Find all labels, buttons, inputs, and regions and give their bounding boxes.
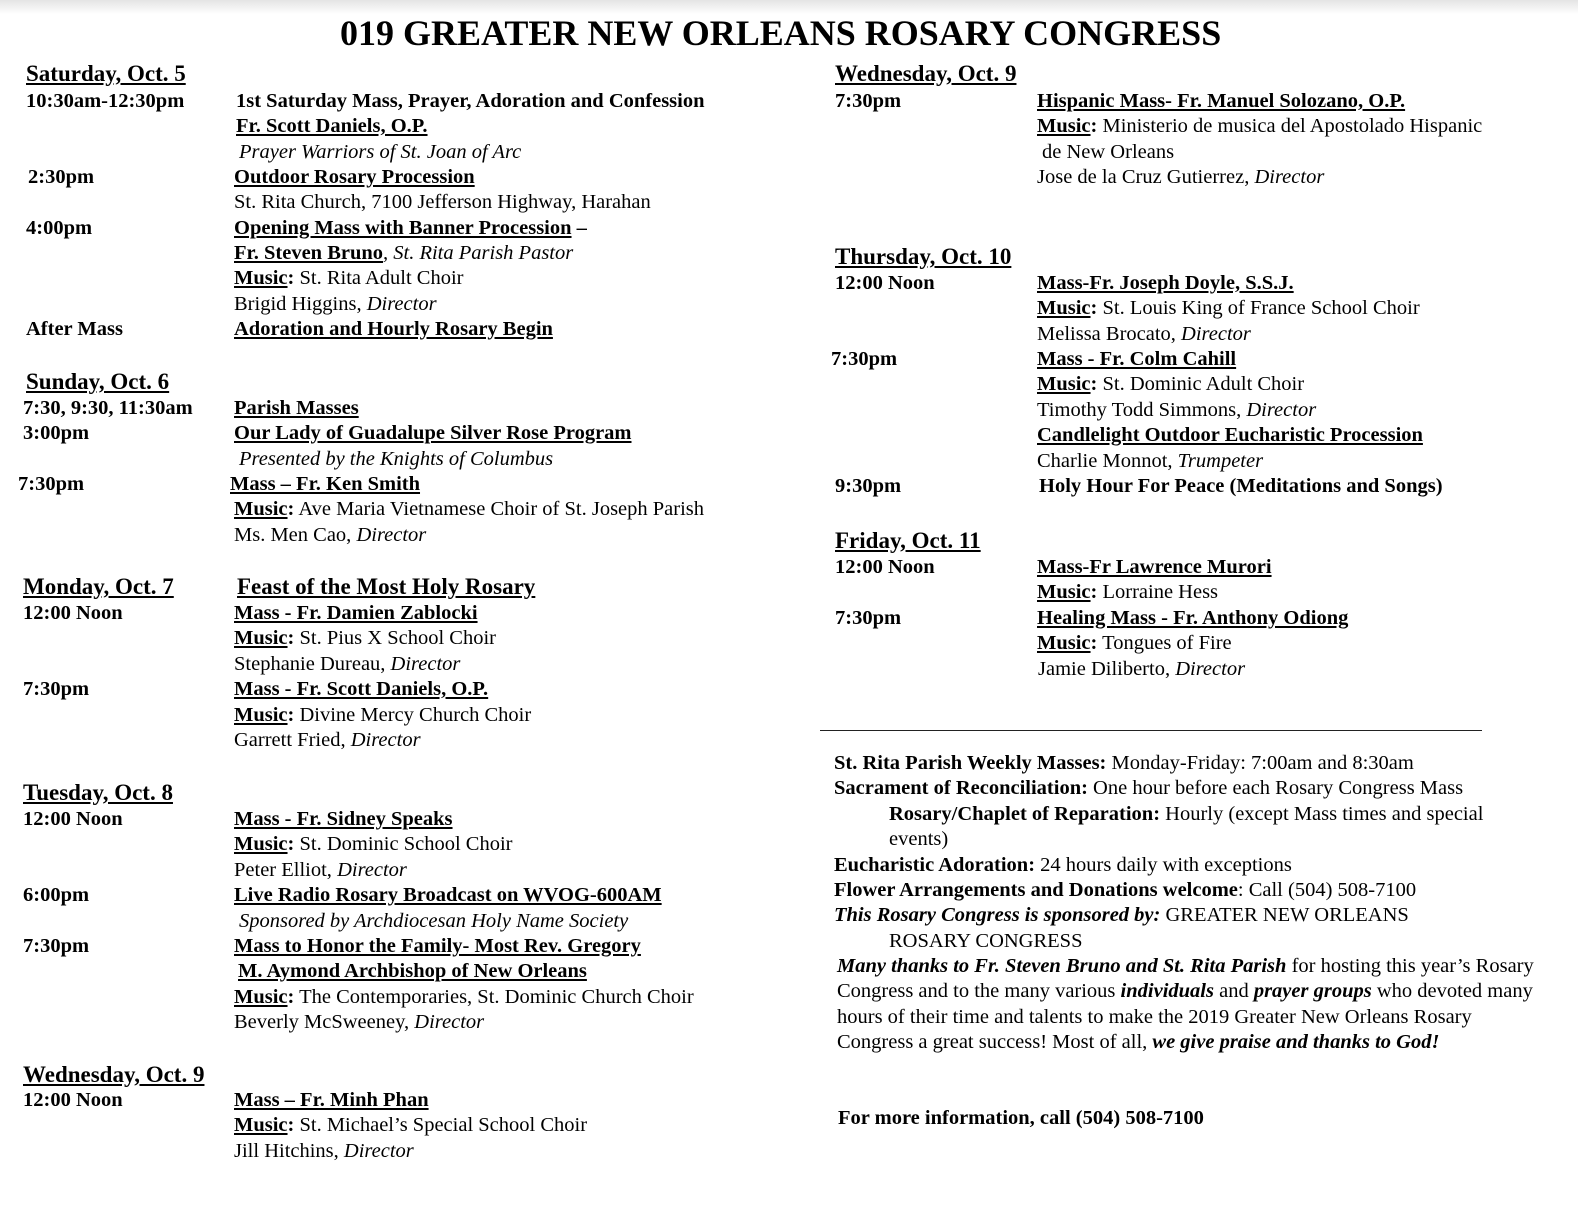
reconciliation-line (834, 776, 1463, 801)
event-title-continued: M. Aymond Archbishop of New Orleans (238, 960, 587, 982)
music-value: Tongues of Fire (1102, 632, 1232, 654)
director-line (234, 858, 407, 883)
thanks-text: who devoted many hours of their time and talents to make the 2019 Greater New Orleans Rosary Congress a great success! Most of all, (837, 980, 1533, 1054)
event-title: Mass - Fr. Sidney Speaks (234, 808, 453, 830)
event-title: Mass – Fr. Ken Smith (230, 473, 421, 495)
thanks-emphasis: individuals (1120, 980, 1214, 1003)
event-title: Adoration and Hourly Rosary Begin (234, 318, 553, 340)
event-title: Hispanic Mass- Fr. Manuel Solozano, O.P. (1037, 90, 1406, 112)
event-title: Mass - Fr. Damien Zablocki (234, 602, 478, 624)
director-line (234, 292, 437, 317)
music-value: St. Michael’s Special School Choir (299, 1114, 588, 1136)
music-line (1037, 580, 1218, 605)
sponsor-label: This Rosary Congress is sponsored by: (834, 904, 1161, 926)
event-time: 12:00 Noon (835, 272, 935, 294)
weekly-masses-label: St. Rita Parish Weekly Masses: (834, 752, 1107, 774)
day-heading-thursday: Thursday, Oct. 10 (835, 244, 1012, 269)
music-label: Music (234, 704, 288, 726)
adoration-line (834, 853, 1292, 878)
event-title: Mass - Fr. Colm Cahill (1037, 348, 1237, 370)
music-line (234, 985, 694, 1010)
director-name: Melissa Brocato, (1037, 323, 1182, 345)
event-note: Presented by the Knights of Columbus (239, 448, 554, 470)
priest-role: , St. Rita Parish Pastor (383, 242, 574, 264)
event-time: 7:30pm (835, 90, 902, 112)
event-title-line (234, 216, 587, 241)
event-time: 3:00pm (23, 422, 90, 444)
music-colon: : (1090, 115, 1098, 137)
music-label: Music (234, 986, 288, 1008)
director-line (234, 728, 421, 753)
performer-line (1037, 449, 1263, 474)
director-label: Director (343, 1140, 414, 1162)
event-title: Parish Masses (234, 397, 359, 419)
event-time: 12:00 Noon (23, 602, 123, 624)
reconciliation-text: One hour before each Rosary Congress Mass (1087, 777, 1464, 799)
director-line (234, 1010, 484, 1035)
director-name: Jill Hitchins, (234, 1140, 344, 1162)
performer-role: Trumpeter (1177, 450, 1264, 472)
flowers-text: : Call (504) 508-7100 (1237, 879, 1417, 901)
event-time: 9:30pm (835, 475, 902, 497)
music-colon: : (287, 1114, 295, 1136)
thanks-text: for hosting this year’s Rosary Congress and to the many various (837, 955, 1534, 1003)
divider-line (820, 730, 1482, 731)
event-priest: Fr. Steven Bruno (234, 242, 384, 264)
event-time: 12:00 Noon (835, 556, 935, 578)
event-time: 7:30pm (831, 348, 898, 370)
music-value: The Contemporaries, St. Dominic Church Choir (299, 986, 694, 1008)
director-label: Director (1175, 658, 1246, 680)
event-location: St. Rita Church, 7100 Jefferson Highway, Harahan (234, 191, 651, 213)
director-label: Director (366, 293, 437, 315)
director-line (1037, 322, 1251, 347)
music-label: Music (234, 833, 288, 855)
weekly-masses-line (834, 751, 1414, 776)
event-time: 10:30am-12:30pm (26, 90, 185, 112)
event-time: 12:00 Noon (23, 1089, 123, 1111)
sponsor-text: GREATER NEW ORLEANS (1160, 904, 1409, 926)
music-colon: : (287, 267, 295, 289)
event-time: 7:30pm (835, 607, 902, 629)
adoration-text: 24 hours daily with exceptions (1035, 854, 1292, 876)
chaplet-line (889, 802, 1483, 827)
director-name: Stephanie Dureau, (234, 653, 391, 675)
event-time: 12:00 Noon (23, 808, 123, 830)
day-heading-saturday: Saturday, Oct. 5 (26, 61, 186, 86)
music-line (1037, 296, 1420, 321)
event-title: Live Radio Rosary Broadcast on WVOG-600AM (234, 884, 662, 906)
event-priest: Fr. Scott Daniels, O.P. (236, 115, 428, 137)
music-value: St. Louis King of France School Choir (1102, 297, 1420, 319)
sponsor-text-continued: ROSARY CONGRESS (889, 930, 1083, 952)
music-line (1037, 114, 1482, 139)
director-line (234, 523, 426, 548)
day-heading-friday: Friday, Oct. 11 (835, 528, 981, 553)
event-title: Outdoor Rosary Procession (234, 166, 475, 188)
music-label: Music (234, 1114, 288, 1136)
director-line (234, 1139, 414, 1164)
director-label: Director (1181, 323, 1251, 345)
director-name: Peter Elliot, (234, 859, 338, 881)
event-title: Mass-Fr. Joseph Doyle, S.S.J. (1037, 272, 1294, 294)
music-colon: : (287, 704, 295, 726)
event-title: Mass-Fr Lawrence Murori (1037, 556, 1272, 578)
performer-name: Charlie Monnot, (1037, 450, 1178, 472)
flowers-line (834, 878, 1416, 903)
music-line (234, 832, 512, 857)
day-heading-sunday: Sunday, Oct. 6 (26, 369, 170, 394)
music-line (1037, 631, 1232, 656)
event-time: 6:00pm (23, 884, 90, 906)
music-value: Ave Maria Vietnamese Choir of St. Joseph Parish (298, 498, 705, 520)
chaplet-label: Rosary/Chaplet of Reparation: (889, 803, 1161, 825)
music-value: Ministerio de musica del Apostolado Hispanic (1102, 115, 1483, 137)
event-title: Healing Mass - Fr. Anthony Odiong (1037, 607, 1349, 629)
chaplet-text: Hourly (except Mass times and special (1160, 803, 1484, 825)
director-name: Beverly McSweeney, (234, 1011, 415, 1033)
music-colon: : (287, 986, 295, 1008)
director-line (1038, 657, 1245, 682)
director-name: Garrett Fried, (234, 729, 351, 751)
thanks-emphasis: prayer groups (1253, 980, 1372, 1003)
music-line (234, 497, 704, 522)
page-title: 019 GREATER NEW ORLEANS ROSARY CONGRESS (340, 13, 1222, 53)
music-colon: : (1090, 581, 1098, 603)
event-priest-line (234, 241, 573, 266)
director-line (234, 652, 460, 677)
event-title: Candlelight Outdoor Eucharistic Procession (1037, 424, 1423, 446)
event-title: Holy Hour For Peace (Meditations and Songs) (1039, 475, 1443, 497)
director-line (1037, 165, 1324, 190)
event-time: 7:30, 9:30, 11:30am (23, 397, 193, 419)
music-colon: : (287, 833, 295, 855)
music-label: Music (1037, 115, 1091, 137)
music-value: Lorraine Hess (1102, 581, 1219, 603)
music-value-continued: de New Orleans (1042, 141, 1175, 163)
music-colon: : (1090, 632, 1098, 654)
music-label: Music (234, 498, 288, 520)
day-heading-wednesday: Wednesday, Oct. 9 (23, 1062, 205, 1087)
day-heading-wednesday: Wednesday, Oct. 9 (835, 61, 1017, 86)
music-label: Music (1037, 297, 1091, 319)
music-value: St. Dominic Adult Choir (1102, 373, 1305, 395)
event-note: Prayer Warriors of St. Joan of Arc (239, 141, 522, 163)
weekly-masses-text: Monday-Friday: 7:00am and 8:30am (1106, 752, 1414, 774)
event-time: 2:30pm (28, 166, 95, 188)
event-time: After Mass (26, 318, 123, 340)
director-label: Director (356, 524, 427, 546)
event-title: Mass – Fr. Minh Phan (234, 1089, 429, 1111)
event-note: Sponsored by Archdiocesan Holy Name Society (239, 910, 629, 932)
feast-heading: Feast of the Most Holy Rosary (237, 574, 536, 599)
day-heading-monday: Monday, Oct. 7 (23, 574, 174, 599)
title-dash: – (571, 217, 587, 239)
music-colon: : (287, 627, 295, 649)
director-label: Director (337, 859, 407, 881)
music-colon: : (1090, 373, 1098, 395)
music-value: Divine Mercy Church Choir (299, 704, 532, 726)
director-label: Director (414, 1011, 485, 1033)
music-colon: : (287, 498, 295, 520)
event-time: 7:30pm (23, 678, 90, 700)
director-name: Jamie Diliberto, (1038, 658, 1176, 680)
music-line (234, 1113, 587, 1138)
director-label: Director (350, 729, 421, 751)
reconciliation-label: Sacrament of Reconciliation: (834, 777, 1088, 799)
thanks-emphasis: Many thanks to Fr. Steven Bruno and St. Rita Parish (837, 955, 1287, 977)
music-label: Music (234, 267, 288, 289)
music-label: Music (234, 627, 288, 649)
event-time: 7:30pm (18, 473, 85, 495)
music-line (1037, 372, 1304, 397)
music-line (234, 266, 464, 291)
chaplet-text-continued: events) (889, 828, 949, 850)
music-value: St. Pius X School Choir (299, 627, 496, 649)
event-title: Mass to Honor the Family- Most Rev. Gregory (234, 935, 641, 957)
more-info-line: For more information, call (504) 508-7100 (838, 1107, 1204, 1129)
event-title: Our Lady of Guadalupe Silver Rose Program (234, 422, 632, 444)
director-label: Director (390, 653, 461, 675)
director-name: Jose de la Cruz Gutierrez, (1037, 166, 1255, 188)
music-label: Music (1037, 373, 1091, 395)
thanks-emphasis: we give praise and thanks to God! (1152, 1031, 1440, 1054)
music-label: Music (1037, 581, 1091, 603)
music-value: St. Dominic School Choir (299, 833, 513, 855)
director-name: Timothy Todd Simmons, (1037, 399, 1247, 421)
thanks-text: and (1213, 980, 1254, 1003)
flowers-label: Flower Arrangements and Donations welcome (834, 879, 1238, 901)
event-title: 1st Saturday Mass, Prayer, Adoration and Confession (236, 90, 705, 112)
event-time: 4:00pm (26, 217, 93, 239)
music-line (234, 626, 496, 651)
director-label: Director (1246, 399, 1317, 421)
day-heading-tuesday: Tuesday, Oct. 8 (23, 780, 173, 805)
adoration-label: Eucharistic Adoration: (834, 854, 1036, 876)
music-label: Music (1037, 632, 1091, 654)
director-label: Director (1254, 166, 1325, 188)
music-colon: : (1090, 297, 1098, 319)
music-line (234, 703, 531, 728)
event-time: 7:30pm (23, 935, 90, 957)
director-name: Brigid Higgins, (234, 293, 367, 315)
event-title: Mass - Fr. Scott Daniels, O.P. (234, 678, 489, 700)
director-name: Ms. Men Cao, (234, 524, 357, 546)
sponsor-line (834, 903, 1409, 928)
event-title: Opening Mass with Banner Procession (234, 217, 572, 239)
music-value: St. Rita Adult Choir (299, 267, 464, 289)
thanks-paragraph (837, 954, 1537, 1056)
director-line (1037, 398, 1316, 423)
